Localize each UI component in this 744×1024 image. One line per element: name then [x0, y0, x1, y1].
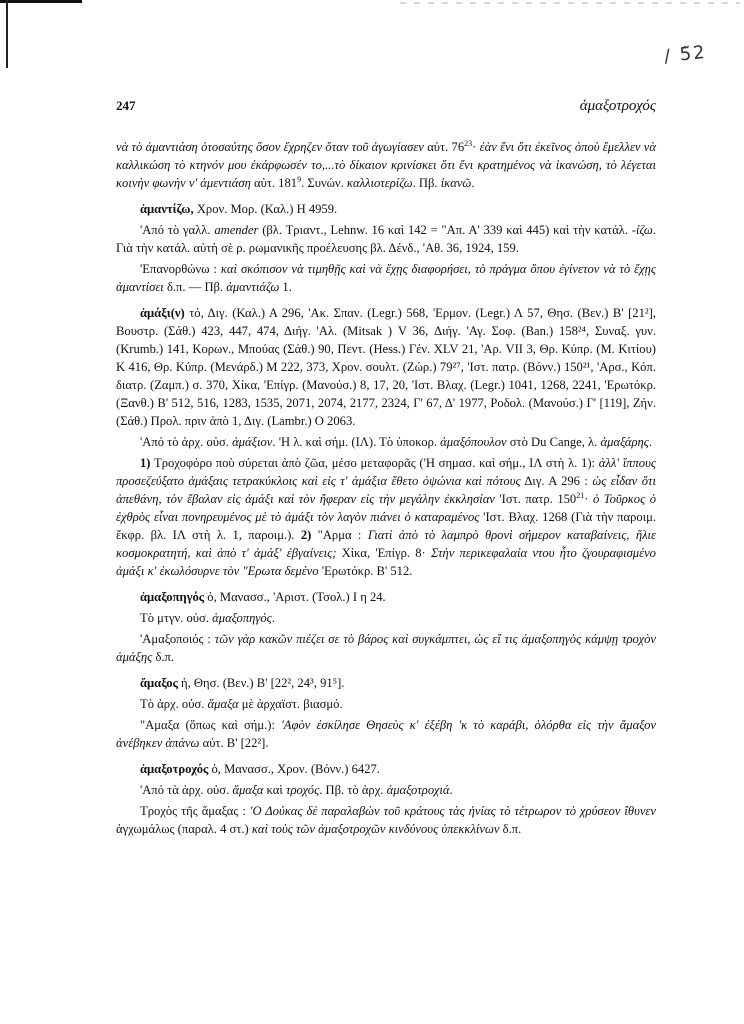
text-run: 2)	[300, 528, 312, 542]
text-run: 'Από τὰ ἀρχ. οὐσ.	[140, 783, 233, 797]
text-run: τροχός	[285, 783, 320, 797]
dictionary-page	[116, 98, 656, 838]
dictionary-entry	[116, 304, 656, 580]
text-run: καὶ σκόπισον νὰ τιμηθῇς καὶ νὰ ἔχῃς διαφορήσει, τὸ πράγμα ὅπου ἐγίνετον νὰ τὸ ἔχῃς ἀμαντίσει	[116, 262, 657, 294]
scan-noise	[400, 2, 740, 4]
text-run: ἁμαξοπηγός	[212, 611, 272, 625]
entry-spacer	[116, 192, 656, 200]
text-run: -ίζω	[631, 223, 653, 237]
text-run: 'Από τὸ γαλλ.	[140, 223, 215, 237]
text-run: Τὸ μτγν. οὐσ.	[140, 611, 213, 625]
headword: ἀμαξοτροχός	[140, 762, 209, 776]
text-run: ἀγχωμάλως (παραλ. 4 στ.)	[116, 822, 252, 836]
text-run: 23	[464, 138, 473, 148]
text-run: ἐὰν ἔνι ὅτι ἐκεῖνος ὁποὺ ἔμελλεν νὰ καλλικώση τὸ κτηνόν μου ἐκάρφωσέν το,...τὸ δίκαιον κρινίσκει ὅτι ἔνι κρατημένος νὰ ἱκανώση, τὸ λέγεται κοινὴν φωνὴν ν' ἀμεντιάση	[116, 140, 657, 190]
text-run: . Πβ.	[412, 176, 441, 190]
text-run: . Συνών.	[301, 176, 347, 190]
entry-paragraph	[116, 802, 656, 838]
headword: ἀμάξι(ν)	[140, 306, 185, 320]
text-run: ἱκανῶ	[440, 176, 472, 190]
text-run: 'Ερωτόκρ. Β' 512.	[318, 564, 413, 578]
scan-edge-mark	[0, 0, 82, 3]
text-run: δ.π.	[499, 822, 522, 836]
entry-paragraph	[116, 433, 656, 451]
dictionary-entry	[116, 200, 656, 296]
text-run: Διγ. Α 296 :	[520, 474, 593, 488]
text-run: στὸ Du Cange, λ.	[506, 435, 601, 449]
entry-citations: ὁ, Μανασσ., Χρον. (Βόνν.) 6427.	[208, 762, 380, 776]
text-run: δ.π.	[152, 650, 175, 664]
text-run: ὁ Τοῦρκος ὁ ἐχθρὸς εἶναι πονηρευμένος μὲ τὸ ἀμάξι τὸν λαγὸν πιάνει ὁ καταραμένος	[116, 492, 657, 524]
entry-paragraph	[116, 260, 656, 296]
text-run: amender	[214, 223, 259, 237]
entry-spacer	[116, 296, 656, 304]
dictionary-entry	[116, 588, 656, 666]
text-run: (βλ. Τριαντ., Lehnw. 16 καὶ 142 = "Απ. Α' 339 καὶ 445) καὶ τὴν κατάλ.	[258, 223, 632, 237]
text-run: .	[271, 611, 275, 625]
text-run: αὐτ. 76	[423, 140, 465, 154]
headword: ἄμαξος	[140, 676, 178, 690]
scan-edge-line	[6, 0, 8, 68]
text-run: 1.	[279, 280, 292, 294]
entry-paragraph	[116, 609, 656, 627]
running-head: ἀμαξοτροχός	[579, 98, 656, 114]
text-run: "Αρμα :	[311, 528, 368, 542]
entry-head	[116, 760, 656, 778]
text-run: 'Επανορθώνω :	[140, 262, 221, 276]
entry-head	[116, 588, 656, 606]
text-run: ἅμαξα	[232, 783, 264, 797]
dictionary-entry	[116, 674, 656, 752]
entries	[116, 192, 656, 838]
text-run: . Γιὰ τὴν κατάλ. αὐτὴ σὲ ρ. ρωμανικῆς προέλευσης βλ. Δένδ., 'Αθ. 36, 1924, 159.	[116, 223, 656, 255]
entry-head	[116, 674, 656, 692]
text-run: αὐτ. 181	[250, 176, 298, 190]
text-run: Τὸ ἀρχ. οὐσ.	[140, 697, 208, 711]
entry-spacer	[116, 580, 656, 588]
text-run: Γιατὶ ἀπὸ τὸ λαμπρὸ θρονὶ σήμερον καταβαίνεις, ἥλιε κοσμοκρατητή, καὶ ἀπὸ τ' ἀμάξ' ἐβγαίνεις;	[116, 528, 656, 560]
text-run: ἀμαξόπουλον	[440, 435, 507, 449]
text-run: . 'Η λ. καὶ σήμ. (ΙΛ). Τὸ ὑποκορ.	[272, 435, 441, 449]
text-run: αὐτ. Β' [22²].	[199, 736, 269, 750]
entry-head	[116, 304, 656, 430]
text-run: καὶ	[263, 783, 286, 797]
text-run: 'Ο Δούκας δὲ παραλαβὼν τοῦ κράτους τὰς ἡνίας τὸ τέτρωρον τὸ χρύσεον ἴθυνεν	[249, 804, 656, 818]
text-run: ·	[584, 492, 593, 506]
text-run: ·	[472, 140, 480, 154]
text-run: Στὴν περικεφαλαία ντου ἦτο ζγουραφισμένο ἀμάξι κ' ἐκωλόσυρνε τὸν "Ερωτα δεμένο	[116, 546, 656, 578]
text-run: 'Αφὸν ἐσκίλησε Θησεὺς κ' ἐξέβη 'κ τὸ καράβι, ὁλόρθα εἰς τὴν ἄμαξον ἀνέβηκεν ἀπάνω	[116, 718, 656, 750]
entry-citations: Χρον. Μορ. (Καλ.) Η 4959.	[193, 202, 338, 216]
text-run: 'Αμαξοποιός :	[140, 632, 215, 646]
text-run: ἀλλ' ἵππους προσεζεύξατο ἁμάξαις τετρακύκλοις καὶ εἰς τ' ἁμάξια ἔθετο ὀψώνια καὶ πότους	[116, 456, 656, 488]
entry-paragraph	[116, 781, 656, 799]
page-header	[116, 98, 656, 120]
text-run: 21	[576, 490, 585, 500]
text-run: ἀμαξάρης	[600, 435, 649, 449]
text-run: Χίκα, 'Επίγρ. 8·	[336, 546, 431, 560]
text-run: ἀμαντιάζω	[226, 280, 280, 294]
text-run: 'Ιστ. πατρ. 150	[494, 492, 577, 506]
text-run: νὰ τὸ ἀμαντιάση ὁτοσαύτης ὅσον ἔχρηζεν ὅταν τοῦ ἀγωγίασεν	[116, 140, 424, 154]
text-run: "Αμαξα (ὅπως καὶ σήμ.):	[140, 718, 282, 732]
text-run: ἁμάξιον	[232, 435, 273, 449]
text-run: ἁμαξοτροχιά	[386, 783, 450, 797]
entry-spacer	[116, 752, 656, 760]
text-run: ὡς εἶδαν ὅτι ἀπεθάνη, τὸν ἔβαλαν εἰς ἀμάξι καὶ τὸν ἤφεραν εἰς τὴν μεγάλην ἐκκλησίαν	[116, 474, 656, 506]
entry-citations: τό, Διγ. (Καλ.) Α 296, 'Ακ. Σπαν. (Legr.) 568, 'Ερμον. (Legr.) Λ 57, Θησ. (Βεν.) Β' [21²], Βουστρ. (Σάθ.) 423, 447, 474, Διήγ. 'Αλ. (Mitsak ) V 36, Διήγ. 'Αγ. Σοφ. (Ban.) 158²⁴, Συναξ. γυν. (Krumb.) 141, Κορων., Μπούας (Σάθ.) 90, Πεντ. (Hess.) Γέν. XLV 21, 'Αρ. VII 3, Θρ. Κύπρ. (Μ. Κιτίου) Κ 416, Θρ. Κύπρ. (Μενάρδ.) Μ 222, 373, Χρον. σουλτ. (Ζώρ.) 79²⁷, 'Ιστ. πατρ. (Βόνν.) 150²¹, 'Αρσ., Κόπ. διατρ. (Ζαμπ.) σ. 370, Χίκα, 'Επίγρ. (Μανούσ.) 8, 17, 20, 'Ιστ. Βλαχ. (Legr.) 1041, 1268, 2241, 'Ερωτόκρ. (Ξανθ.) Β' 512, 516, 1283, 1535, 2071, 2074, 2177, 2324, Γ' 67, Δ' 1977, Ροδολ. (Μανούσ.) Γ' [119], Ζήν. (Σάθ.) Προλ. πριν ἀπὸ 1, Διγ. (Lambr.) Ο 2063.	[116, 306, 656, 428]
text-run: 'Ιστ. Βλαχ. 1268 (Γιὰ τὴν παροιμ. ἔκφρ. βλ. ΙΛ στὴ λ. 1, παροιμ.).	[116, 510, 656, 542]
entry-paragraph	[116, 695, 656, 713]
entry-paragraph	[116, 454, 656, 580]
text-run: .	[471, 176, 475, 190]
text-run: 9	[297, 174, 302, 184]
entry-citations: ὁ, Μανασσ., 'Αριστ. (Τσολ.) Ι η 24.	[204, 590, 386, 604]
text-run: Τροχοφόρο ποὺ σύρεται ἀπὸ ζῶα, μέσο μεταφορᾶς ('Η σημασ. καὶ σήμ., ΙΛ στὴ λ. 1):	[150, 456, 599, 470]
entry-paragraph	[116, 716, 656, 752]
entry-spacer	[116, 666, 656, 674]
text-run: καλλιοτερίζω	[346, 176, 413, 190]
text-run: 'Από τὸ ἀρχ. οὐσ.	[140, 435, 233, 449]
text-run: μὲ ἀρχαϊστ. βιασμό.	[238, 697, 343, 711]
continuation-text	[116, 138, 656, 192]
text-run: τῶν γὰρ κακῶν πιέζει σε τὸ βάρος καὶ συγκάμπτει, ὡς εἴ τις ἁμαξοπηγὸς κάμψῃ τροχὸν ἁμάξης	[116, 632, 656, 664]
text-run: . Πβ. τὸ ἀρχ.	[319, 783, 387, 797]
entry-paragraph	[116, 630, 656, 666]
dictionary-entry	[116, 760, 656, 838]
page-number: 247	[116, 98, 136, 113]
continuation-paragraph	[116, 138, 656, 192]
text-run: .	[449, 783, 453, 797]
headword: ἀμαντίζω,	[140, 202, 194, 216]
text-run: .	[648, 435, 653, 449]
text-run: ἅμαξα	[207, 697, 239, 711]
entry-paragraph	[116, 221, 656, 257]
headword: ἀμαξοπηγός	[140, 590, 205, 604]
text-run: δ.π. — Πβ.	[163, 280, 227, 294]
handwritten-note: / 5̃2	[663, 41, 708, 68]
text-run: 1)	[140, 456, 151, 470]
text-run: Τροχὸς τῆς ἅμαξας :	[140, 804, 250, 818]
entry-citations: ἡ, Θησ. (Βεν.) Β' [22², 24³, 91⁵].	[177, 676, 345, 690]
entry-head	[116, 200, 656, 218]
text-run: καὶ τοὺς τῶν ἀμαξοτροχῶν κινδύνους ὑπεκκλίνων	[251, 822, 500, 836]
